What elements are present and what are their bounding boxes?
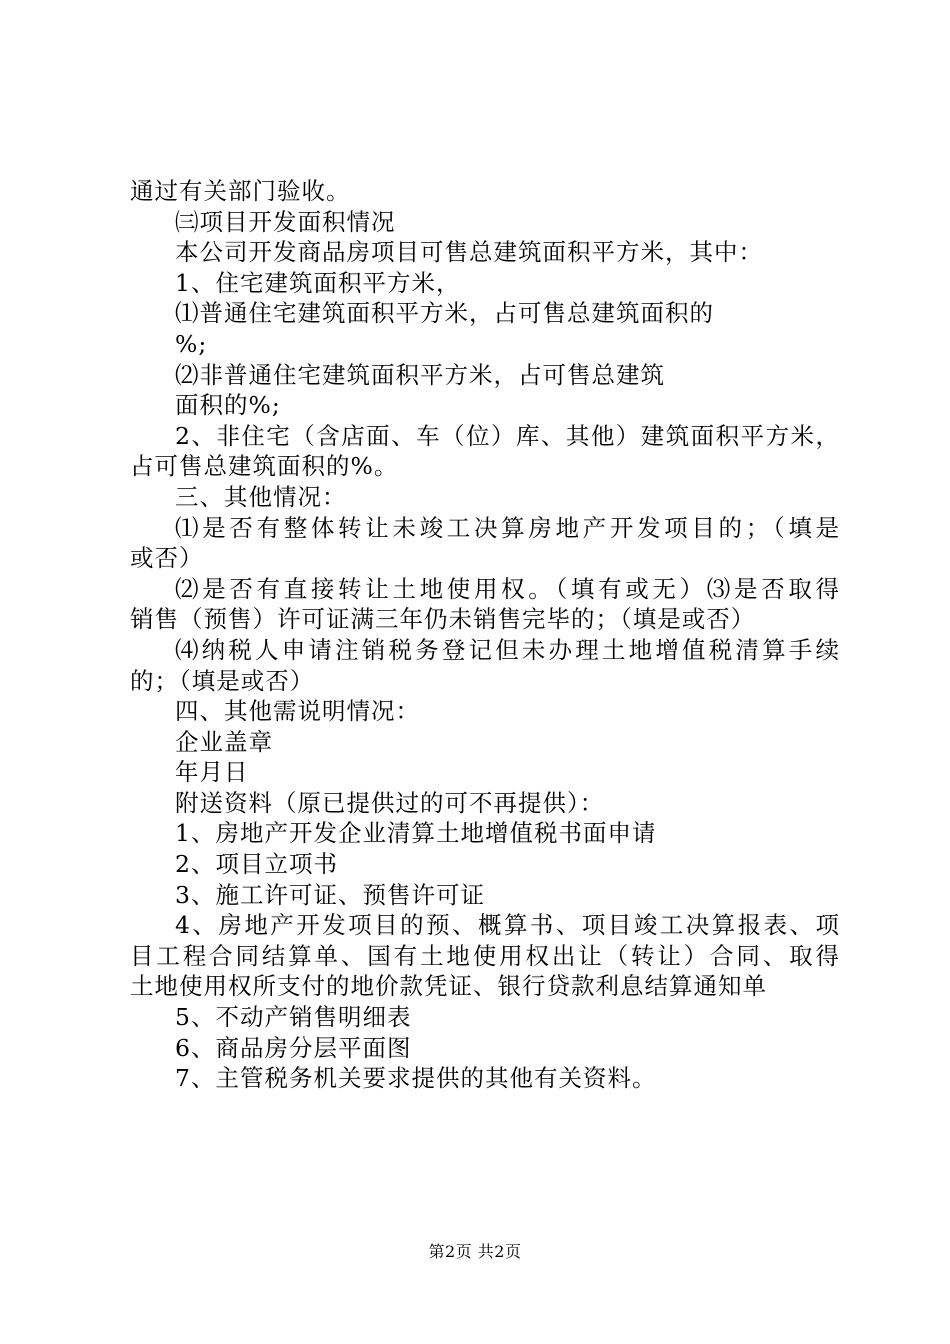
text-line: 2、非住宅（含店面、车（位）库、其他）建筑面积平方米，: [175, 421, 840, 450]
page-footer: 第2页 共2页: [428, 1242, 522, 1261]
date-label: 年月日: [175, 758, 249, 787]
text-line: ⑷纳税人申请注销税务登记但未办理土地增值税清算手续: [175, 635, 840, 664]
document-body: [130, 176, 840, 1094]
section-heading: ㈢项目开发面积情况: [175, 207, 396, 236]
text-line: 的；（填是或否）: [130, 666, 315, 695]
list-item: 4、房地产开发项目的预、概算书、项目竣工决算报表、项: [175, 911, 840, 940]
section-heading: 三、其他情况：: [175, 482, 347, 511]
list-item: 2、项目立项书: [175, 850, 338, 879]
list-item: 5、不动产销售明细表: [175, 1003, 412, 1032]
text-line: %;: [175, 329, 208, 358]
text-line: 目工程合同结算单、国有土地使用权出让（转让）合同、取得: [130, 941, 840, 970]
text-line: 通过有关部门验收。: [130, 177, 351, 205]
text-line: ⑵是否有直接转让土地使用权。（填有或无）⑶是否取得: [175, 574, 840, 603]
text-line: 销售（预售）许可证满三年仍未销售完毕的；（填是或否）: [130, 605, 756, 634]
list-item: 1、房地产开发企业清算土地增值税书面申请: [175, 819, 657, 848]
text-line: 1、住宅建筑面积平方米，: [175, 268, 461, 297]
text-line: 或否）: [130, 544, 204, 573]
text-line: ⑴是否有整体转让未竣工决算房地产开发项目的；（填是: [175, 513, 840, 542]
list-item: 6、商品房分层平面图: [175, 1033, 412, 1062]
text-line: 土地使用权所支付的地价款凭证、银行贷款利息结算通知单: [130, 972, 767, 1001]
text-line: ⑴普通住宅建筑面积平方米，占可售总建筑面积的: [175, 299, 714, 328]
list-item: 3、施工许可证、预售许可证: [175, 880, 485, 909]
text-line: 面积的%;: [175, 391, 281, 420]
company-seal-label: 企业盖章: [175, 727, 273, 756]
section-heading: 四、其他需说明情况：: [175, 697, 420, 726]
text-line: 占可售总建筑面积的%。: [130, 452, 399, 481]
text-line: 本公司开发商品房项目可售总建筑面积平方米，其中：: [175, 238, 763, 267]
attachments-heading: 附送资料（原已提供过的可不再提供）：: [175, 788, 605, 817]
text-line: ⑵非普通住宅建筑面积平方米，占可售总建筑: [175, 360, 665, 389]
list-item: 7、主管税务机关要求提供的其他有关资料。: [175, 1064, 657, 1093]
